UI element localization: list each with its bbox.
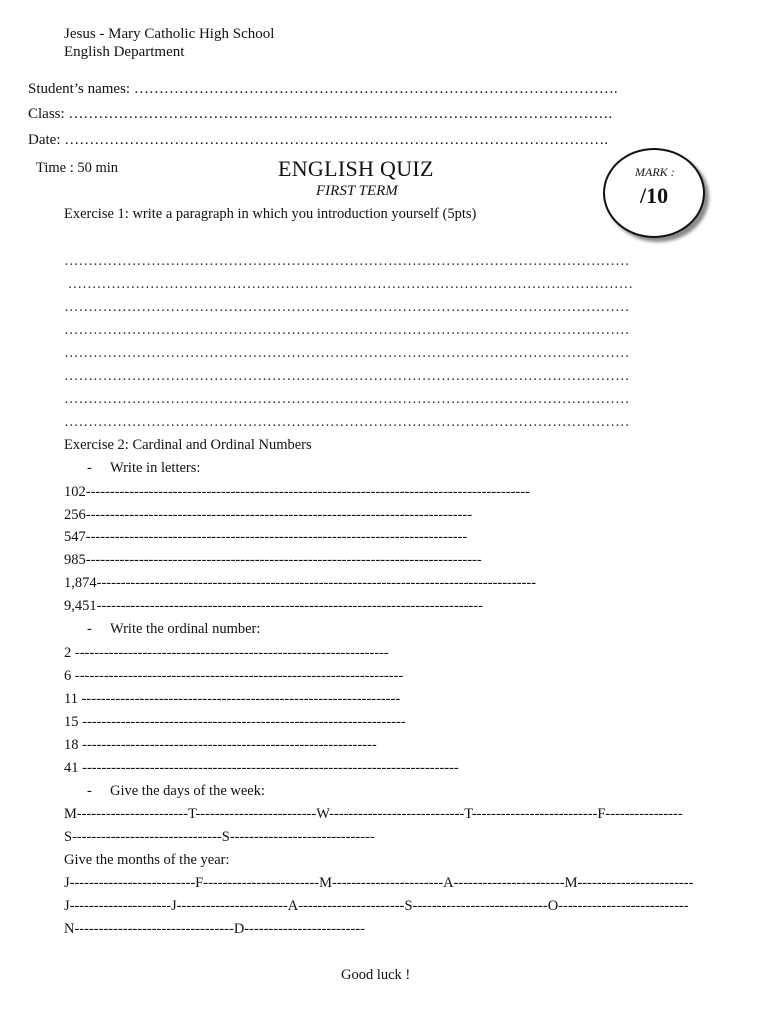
months-row: J---------------------J-----------------------A----------------------S----------------------------O--------------------------- [64,898,689,914]
mark-label: MARK : [635,165,675,179]
days-row: M-----------------------T-------------------------W----------------------------T--------------------------F---------------- [64,806,683,822]
student-names-field: Student’s names: ……………………………………………………………………………………. [28,81,618,97]
answer-line: ……………………………………………………………………………………………………… [64,254,630,269]
days-row: S-------------------------------S------------------------------ [64,829,375,845]
bullet-dash: - [87,783,92,799]
ordinal-row: 18 ------------------------------------------------------------- [64,737,377,753]
ordinal-row: 2 ----------------------------------------------------------------- [64,645,389,661]
ordinal-row: 6 -------------------------------------------------------------------- [64,668,404,684]
department-name: English Department [64,44,185,60]
answer-line: ……………………………………………………………………………………………………… [64,369,630,384]
ordinal-row: 41 ------------------------------------------------------------------------------ [64,760,459,776]
answer-line: ……………………………………………………………………………………………………… [64,415,630,430]
ordinal-row: 11 ------------------------------------------------------------------ [64,691,401,707]
number-row: 102-------------------------------------------------------------------------------------------- [64,484,530,500]
number-row: 1,874------------------------------------------------------------------------------------------- [64,575,537,591]
ordinal-instruction: Write the ordinal number: [110,621,261,637]
number-row: 256-------------------------------------------------------------------------------- [64,507,473,523]
exercise1-prompt: Exercise 1: write a paragraph in which you introduction yourself (5pts) [64,206,477,222]
answer-line: ……………………………………………………………………………………………………… [64,392,630,407]
exercise2-title: Exercise 2: Cardinal and Ordinal Numbers [64,437,312,453]
good-luck-text: Good luck ! [341,967,411,983]
quiz-title: ENGLISH QUIZ [278,156,434,181]
school-name: Jesus - Mary Catholic High School [64,26,275,42]
answer-line: ……………………………………………………………………………………………………… [64,323,630,338]
number-row: 985---------------------------------------------------------------------------------- [64,552,482,568]
bullet-dash: - [87,621,92,637]
answer-line: ……………………………………………………………………………………………………… [64,300,630,315]
answer-line: ……………………………………………………………………………………………………… [64,346,630,361]
months-row: N---------------------------------D------------------------- [64,921,366,937]
mark-circle [603,148,705,238]
months-instruction: Give the months of the year: [64,852,230,868]
answer-line: ……………………………………………………………………………………………………… [64,277,634,292]
quiz-term: FIRST TERM [316,183,398,199]
letters-instruction: Write in letters: [110,460,201,476]
class-field: Class: ………………………………………………………………………………………………. [28,106,613,122]
number-row: 9,451-------------------------------------------------------------------------------- [64,598,483,614]
date-field: Date: ………………………………………………………………………………………………. [28,132,608,148]
days-instruction: Give the days of the week: [110,783,266,799]
number-row: 547------------------------------------------------------------------------------- [64,529,468,545]
months-row: J--------------------------F------------------------M-----------------------A-----------------------M------------------------ [64,875,694,891]
bullet-dash: - [87,460,92,476]
mark-value: /10 [640,183,669,208]
ordinal-row: 15 ------------------------------------------------------------------- [64,714,406,730]
time-limit: Time : 50 min [36,160,119,176]
